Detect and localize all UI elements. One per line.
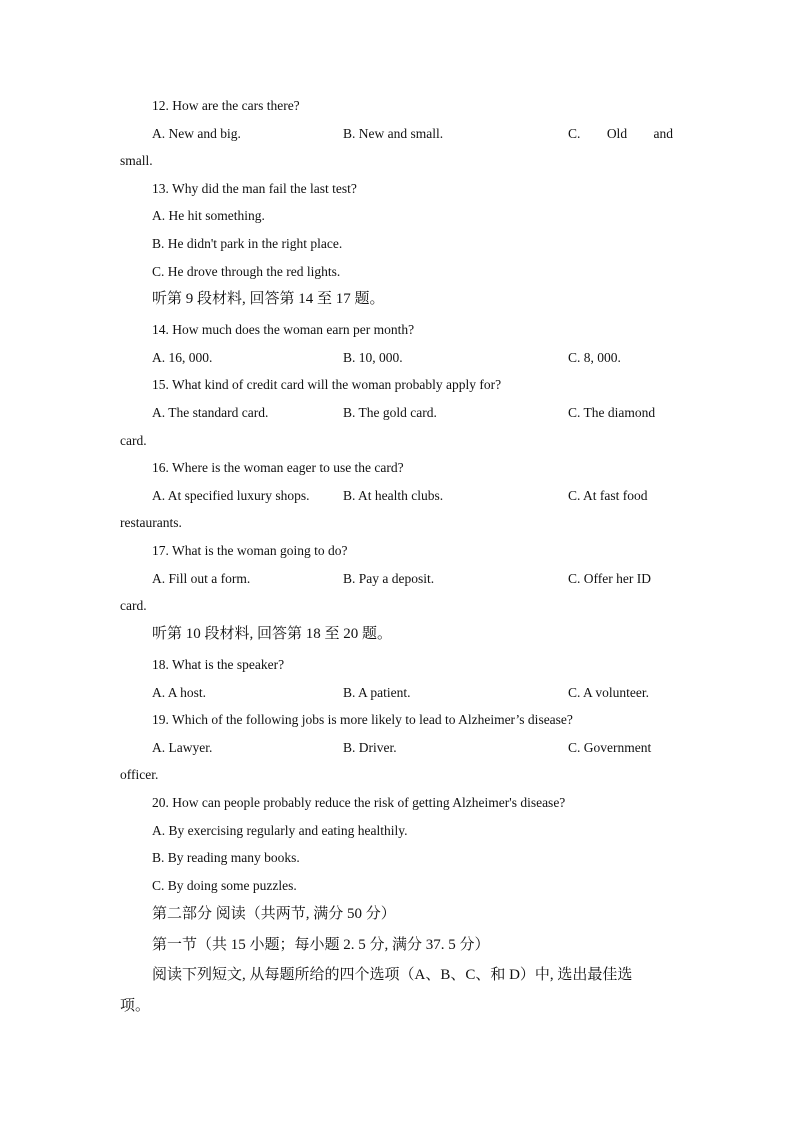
- part-2-heading: 第二部分 阅读（共两节, 满分 50 分）: [152, 906, 396, 922]
- question-16-option-a: A. At specified luxury shops.: [152, 488, 310, 503]
- question-18-option-c: C. A volunteer.: [568, 685, 649, 700]
- question-18-option-b: B. A patient.: [343, 685, 411, 700]
- question-14-stem: 14. How much does the woman earn per month?: [152, 322, 415, 337]
- question-18-option-a: A. A host.: [152, 685, 207, 700]
- question-19-stem: 19. Which of the following jobs is more likely to lead to Alzheimer’s disease?: [152, 712, 573, 727]
- question-13-option-c: C. He drove through the red lights.: [152, 264, 341, 279]
- question-17-option-a: A. Fill out a form.: [152, 571, 251, 586]
- question-12-option-c-part-2: Old: [606, 126, 628, 141]
- question-15-option-b: B. The gold card.: [343, 405, 437, 420]
- question-14-option-a: A. 16, 000.: [152, 350, 213, 365]
- material-9-heading: 听第 9 段材料, 回答第 14 至 17 题。: [152, 291, 385, 307]
- question-13-option-a: A. He hit something.: [152, 208, 265, 223]
- question-16-option-c-wrap: restaurants.: [120, 515, 182, 530]
- question-14-option-c: C. 8, 000.: [568, 350, 621, 365]
- question-12-option-b: B. New and small.: [343, 126, 444, 141]
- question-15-option-a: A. The standard card.: [152, 405, 269, 420]
- question-15-option-c: C. The diamond: [568, 405, 656, 420]
- question-12-option-c-part-3: and: [653, 126, 673, 141]
- question-12-option-c: [568, 126, 673, 142]
- material-10-heading: 听第 10 段材料, 回答第 18 至 20 题。: [152, 626, 393, 642]
- question-19-option-b: B. Driver.: [343, 740, 397, 755]
- question-14-option-b: B. 10, 000.: [343, 350, 403, 365]
- question-17-stem: 17. What is the woman going to do?: [152, 543, 348, 558]
- question-18-stem: 18. What is the speaker?: [152, 657, 285, 672]
- reading-instruction-line-2: 项。: [120, 998, 151, 1014]
- question-12-option-c-part-1: C.: [568, 126, 581, 141]
- section-1-heading: 第一节（共 15 小题；每小题 2. 5 分, 满分 37. 5 分）: [152, 937, 490, 953]
- question-16-option-c: C. At fast food: [568, 488, 648, 503]
- question-16-option-b: B. At health clubs.: [343, 488, 444, 503]
- question-19-option-c-wrap: officer.: [120, 767, 159, 782]
- question-15-stem: 15. What kind of credit card will the woman probably apply for?: [152, 377, 502, 392]
- question-20-option-a: A. By exercising regularly and eating healthily.: [152, 823, 408, 838]
- question-13-option-b: B. He didn't park in the right place.: [152, 236, 343, 251]
- question-12-stem: 12. How are the cars there?: [152, 98, 300, 113]
- question-15-option-c-wrap: card.: [120, 433, 147, 448]
- question-20-stem: 20. How can people probably reduce the risk of getting Alzheimer's disease?: [152, 795, 566, 810]
- question-13-stem: 13. Why did the man fail the last test?: [152, 181, 357, 196]
- question-17-option-c-wrap: card.: [120, 598, 147, 613]
- reading-instruction-line-1: 阅读下列短文, 从每题所给的四个选项（A、B、C、和 D）中, 选出最佳选: [152, 967, 633, 983]
- question-16-stem: 16. Where is the woman eager to use the card?: [152, 460, 404, 475]
- question-12-option-c-wrap: small.: [120, 153, 153, 168]
- question-12-option-a: A. New and big.: [152, 126, 241, 141]
- question-19-option-c: C. Government: [568, 740, 652, 755]
- question-20-option-c: C. By doing some puzzles.: [152, 878, 297, 893]
- question-17-option-c: C. Offer her ID: [568, 571, 651, 586]
- question-17-option-b: B. Pay a deposit.: [343, 571, 435, 586]
- question-20-option-b: B. By reading many books.: [152, 850, 300, 865]
- question-19-option-a: A. Lawyer.: [152, 740, 213, 755]
